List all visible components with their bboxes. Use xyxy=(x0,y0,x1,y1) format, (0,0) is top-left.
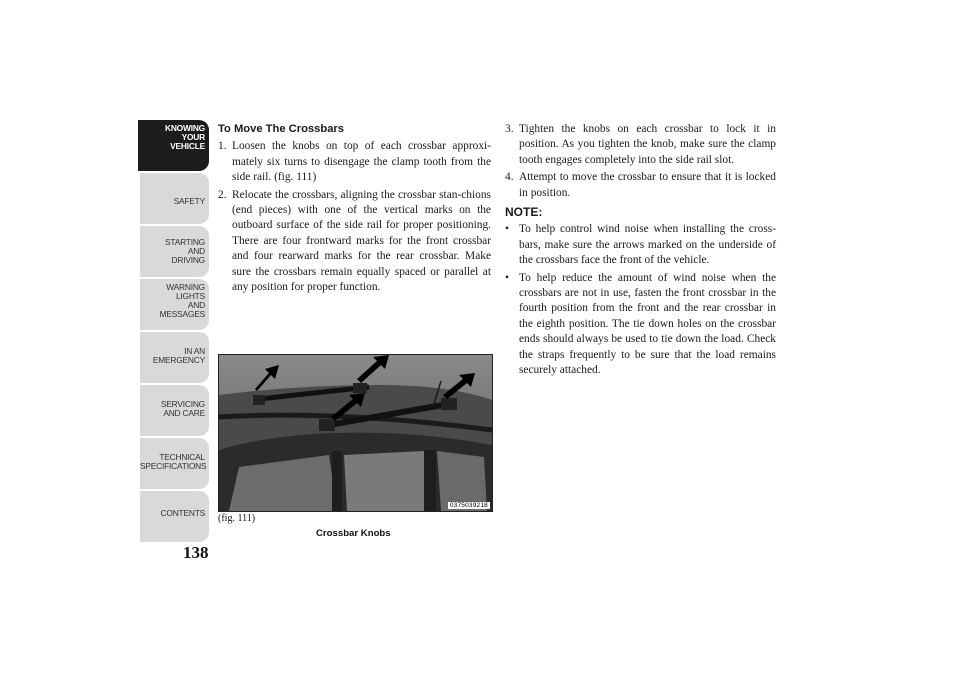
step-text: Tighten the knobs on each crossbar to lock it in position. As you tighten the knob, make sure the clamp tooth engages completely into the side rail slot. xyxy=(519,123,776,166)
step-item xyxy=(505,170,776,201)
figure-caption: Crossbar Knobs xyxy=(316,528,391,539)
figure-code: 0375039218 xyxy=(449,502,488,509)
section-title: To Move The Crossbars xyxy=(218,123,344,135)
crossbar-photo-illustration xyxy=(219,355,492,511)
tab-label: SAFETY xyxy=(173,196,205,206)
step-text: Relocate the crossbars, aligning the crossbar stan-chions (end pieces) with one of the vertical marks on the outboard surface of the side rail for proper positioning. There are four frontward marks for the front crossbar and four rearward marks for the rear crossbar. Make sure the crossbars remain equally spaced or parallel at any position for proper function. xyxy=(232,188,491,294)
step-item xyxy=(218,188,491,296)
figure-reference: (fig. 111) xyxy=(218,513,256,524)
bullet-text: To help control wind noise when installing the cross-bars, make sure the arrows marked on the underside of the crossbars face the front of the vehicle. xyxy=(519,223,776,267)
tab-label: TECHNICAL SPECIFICATIONS xyxy=(140,452,207,471)
step-text: Loosen the knobs on top of each crossbar approxi-mately six turns to disengage the clamp tooth from the side rail. (fig. 111) xyxy=(232,140,491,184)
step-number: 3. xyxy=(505,123,514,135)
step-number: 2. xyxy=(218,188,227,201)
left-column xyxy=(218,122,491,297)
crossbar-figure xyxy=(218,354,493,512)
step-item xyxy=(505,122,776,168)
note-title: NOTE: xyxy=(505,205,543,220)
note-bullet xyxy=(505,271,776,379)
tab-in-an-emergency[interactable] xyxy=(140,332,209,383)
step-number: 1. xyxy=(218,140,227,153)
tab-label: IN AN EMERGENCY xyxy=(152,346,205,365)
tab-label: WARNING LIGHTS AND MESSAGES xyxy=(159,282,205,319)
tab-label: SERVICING AND CARE xyxy=(160,399,205,418)
tab-knowing-your-vehicle[interactable] xyxy=(138,120,209,171)
bullet-dot: • xyxy=(505,271,509,284)
tab-safety[interactable] xyxy=(140,173,209,224)
step-number: 4. xyxy=(505,171,514,184)
tab-servicing-and-care[interactable] xyxy=(140,385,209,436)
tab-starting-and-driving[interactable] xyxy=(140,226,209,277)
tab-label: STARTING AND DRIVING xyxy=(165,237,205,265)
bullet-text: To help reduce the amount of wind noise when the crossbars are not in use, fasten the front crossbar in the fourth position from the front and the rear crossbar in the eighth position. The tie down holes on the crossbar ends should always be used to tie down the load. Check the straps frequently to be sure that the load remains securely attached. xyxy=(519,271,776,377)
page-number: 138 xyxy=(183,543,209,562)
tab-label: CONTENTS xyxy=(160,508,205,518)
right-column xyxy=(505,122,776,381)
tab-warning-lights-and-messages[interactable] xyxy=(140,279,209,330)
step-item xyxy=(218,139,491,185)
tab-label: KNOWING YOUR VEHICLE xyxy=(164,123,205,151)
bullet-dot: • xyxy=(505,223,509,236)
tab-contents[interactable] xyxy=(140,491,209,542)
note-bullet xyxy=(505,222,776,268)
tab-technical-specifications[interactable] xyxy=(140,438,209,489)
step-text: Attempt to move the crossbar to ensure that it is locked in position. xyxy=(519,171,776,199)
